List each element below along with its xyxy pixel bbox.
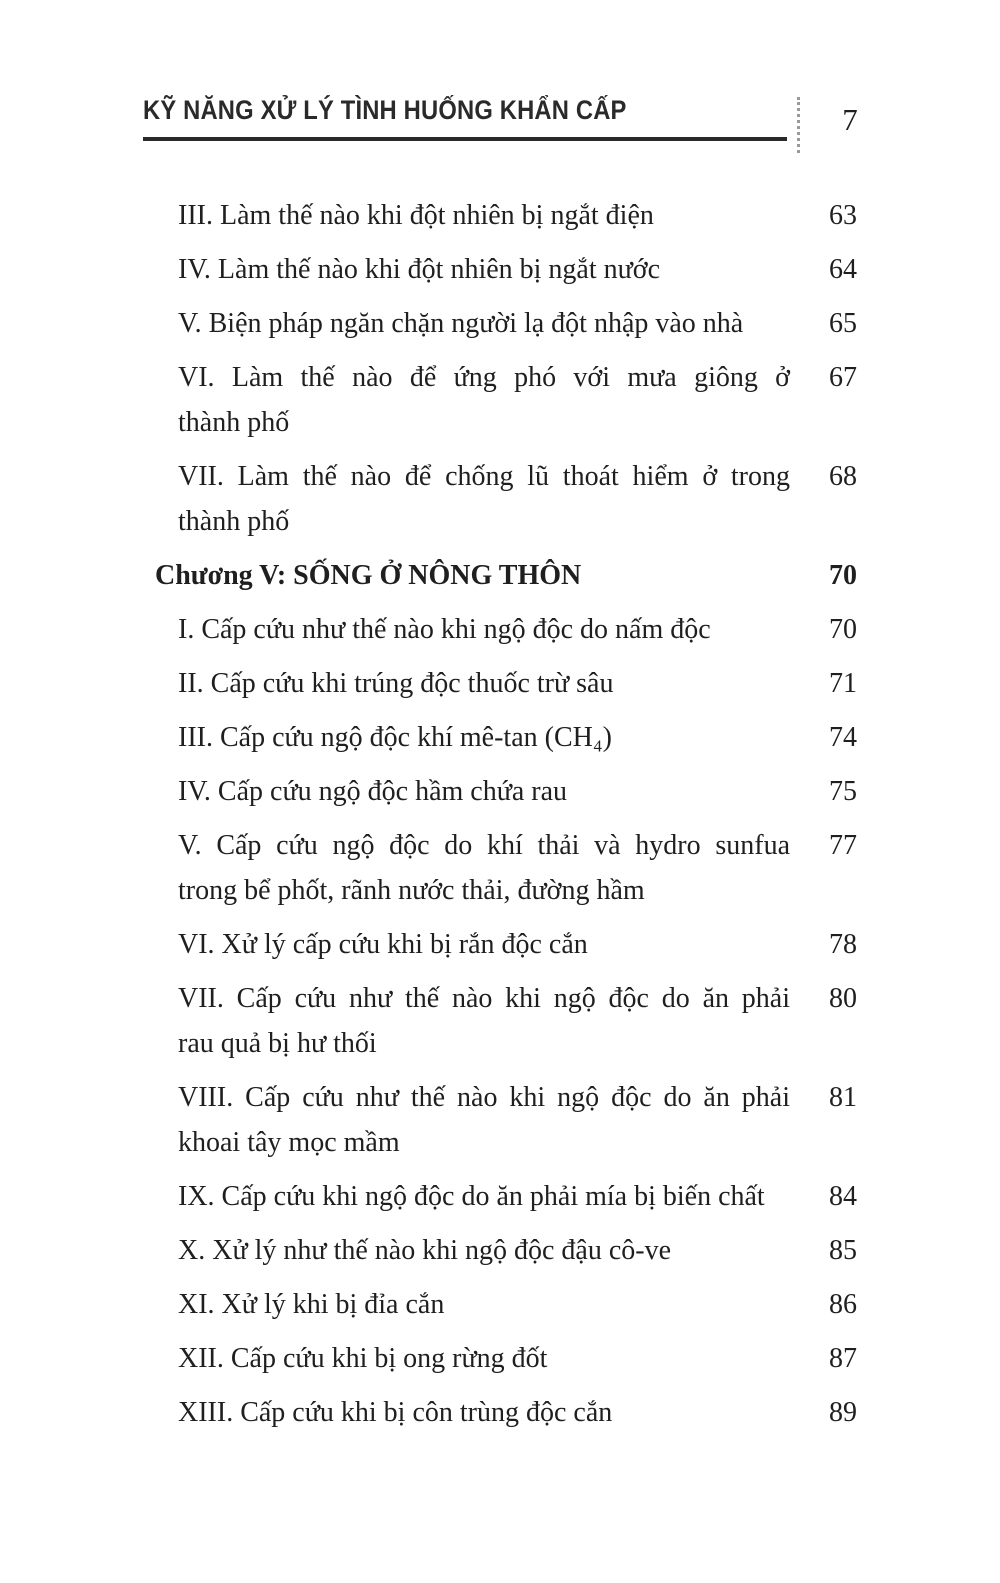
toc-entry-page: 63 xyxy=(829,200,857,231)
page-number: 7 xyxy=(842,102,858,137)
toc-entry-line: thành phố xyxy=(178,506,290,537)
toc-entry-title xyxy=(178,715,790,760)
toc-entry-title xyxy=(178,769,790,814)
toc-entry-line: thành phố xyxy=(178,407,290,438)
toc-entry xyxy=(178,193,857,238)
toc-entry-line: trong bể phốt, rãnh nước thải, đường hầm xyxy=(178,875,645,906)
toc-entry-title xyxy=(178,1174,790,1219)
toc-entry xyxy=(178,661,857,706)
toc-entry-line: II. Cấp cứu khi trúng độc thuốc trừ sâu xyxy=(178,668,614,699)
toc-entry-page: 68 xyxy=(829,461,857,492)
toc-entry-page: 77 xyxy=(829,830,857,861)
toc-entry-page: 71 xyxy=(829,668,857,699)
running-header-title: KỸ NĂNG XỬ LÝ TÌNH HUỐNG KHẨN CẤP xyxy=(143,95,627,125)
toc-entry-line: V. Cấp cứu ngộ độc do khí thải và hydro sunfua xyxy=(178,830,790,861)
toc-entry-line: VIII. Cấp cứu như thế nào khi ngộ độc do ăn phải xyxy=(178,1082,790,1113)
toc-entry-page: 70 xyxy=(829,614,857,645)
toc-entry xyxy=(178,1390,857,1435)
toc-entry-page: 65 xyxy=(829,308,857,339)
toc-entry-line: X. Xử lý như thế nào khi ngộ độc đậu cô-ve xyxy=(178,1235,672,1266)
toc-entry-line: IV. Làm thế nào khi đột nhiên bị ngắt nước xyxy=(178,254,661,285)
toc-entry-page: 89 xyxy=(829,1397,857,1428)
toc-entry-title xyxy=(178,1282,790,1327)
toc-entry-title xyxy=(178,661,790,706)
toc-entry-title xyxy=(178,1075,790,1165)
toc-entry-line: XI. Xử lý khi bị đỉa cắn xyxy=(178,1289,445,1320)
toc-entry-title xyxy=(178,823,790,913)
toc-entry-line: XII. Cấp cứu khi bị ong rừng đốt xyxy=(178,1343,548,1374)
toc-entry-title xyxy=(178,976,790,1066)
toc-entry-page: 87 xyxy=(829,1343,857,1374)
toc-entry-line: khoai tây mọc mầm xyxy=(178,1127,400,1158)
toc-entry xyxy=(178,976,857,1066)
dotted-separator xyxy=(797,97,800,153)
toc-entry-line: VII. Cấp cứu như thế nào khi ngộ độc do ăn phải xyxy=(178,983,790,1014)
toc-entry xyxy=(178,823,857,913)
toc-entry-page: 74 xyxy=(829,722,857,753)
toc-entry xyxy=(178,769,857,814)
toc-entry xyxy=(178,247,857,292)
toc-entry-page: 80 xyxy=(829,983,857,1014)
toc-entry-title xyxy=(178,1336,790,1381)
toc-entry xyxy=(178,715,857,760)
toc-entry-line: IX. Cấp cứu khi ngộ độc do ăn phải mía bị biến chất xyxy=(178,1181,765,1212)
toc-chapter-heading xyxy=(155,553,857,598)
toc-entry xyxy=(178,1174,857,1219)
toc-entry-title xyxy=(155,553,790,598)
toc-entry-title xyxy=(178,1390,790,1435)
toc-entry-line: V. Biện pháp ngăn chặn người lạ đột nhập vào nhà xyxy=(178,308,744,339)
toc-entry xyxy=(178,1075,857,1165)
toc-entry-page: 85 xyxy=(829,1235,857,1266)
toc-entry xyxy=(178,922,857,967)
toc-entry-line: Chương V: SỐNG Ở NÔNG THÔN xyxy=(155,560,582,591)
toc-entry xyxy=(178,355,857,445)
toc-entry-title xyxy=(178,301,790,346)
toc-entry-line: IV. Cấp cứu ngộ độc hầm chứa rau xyxy=(178,776,568,807)
toc-entry xyxy=(178,1228,857,1273)
toc-entry-line: XIII. Cấp cứu khi bị côn trùng độc cắn xyxy=(178,1397,613,1428)
toc-entry-line: I. Cấp cứu như thế nào khi ngộ độc do nấm độc xyxy=(178,614,711,645)
toc-entry-line: VI. Làm thế nào để ứng phó với mưa giông ở xyxy=(178,362,790,393)
toc-entry xyxy=(178,1336,857,1381)
toc-entry-title xyxy=(178,922,790,967)
toc-entry-page: 78 xyxy=(829,929,857,960)
toc-entry-page: 70 xyxy=(829,560,857,591)
toc-entry-title xyxy=(178,1228,790,1273)
toc-entry-page: 64 xyxy=(829,254,857,285)
toc-entry-page: 81 xyxy=(829,1082,857,1113)
toc-entry-title xyxy=(178,607,790,652)
toc xyxy=(155,193,857,1444)
toc-entry-title xyxy=(178,193,790,238)
toc-entry-page: 84 xyxy=(829,1181,857,1212)
toc-entry xyxy=(178,607,857,652)
toc-entry-page: 67 xyxy=(829,362,857,393)
toc-entry-line: rau quả bị hư thối xyxy=(178,1028,377,1059)
running-header-rule xyxy=(143,90,787,141)
toc-entry xyxy=(178,454,857,544)
toc-entry-line: VII. Làm thế nào để chống lũ thoát hiểm ở trong xyxy=(178,461,790,492)
toc-entry-line: III. Làm thế nào khi đột nhiên bị ngắt điện xyxy=(178,200,654,231)
toc-entry xyxy=(178,1282,857,1327)
toc-entry-title xyxy=(178,247,790,292)
toc-entry-line: VI. Xử lý cấp cứu khi bị rắn độc cắn xyxy=(178,929,588,960)
toc-entry-page: 86 xyxy=(829,1289,857,1320)
toc-entry xyxy=(178,301,857,346)
toc-entry-line: III. Cấp cứu ngộ độc khí mê-tan (CH₄) xyxy=(178,722,612,753)
toc-entry-title xyxy=(178,454,790,544)
toc-entry-title xyxy=(178,355,790,445)
toc-entry-page: 75 xyxy=(829,776,857,807)
